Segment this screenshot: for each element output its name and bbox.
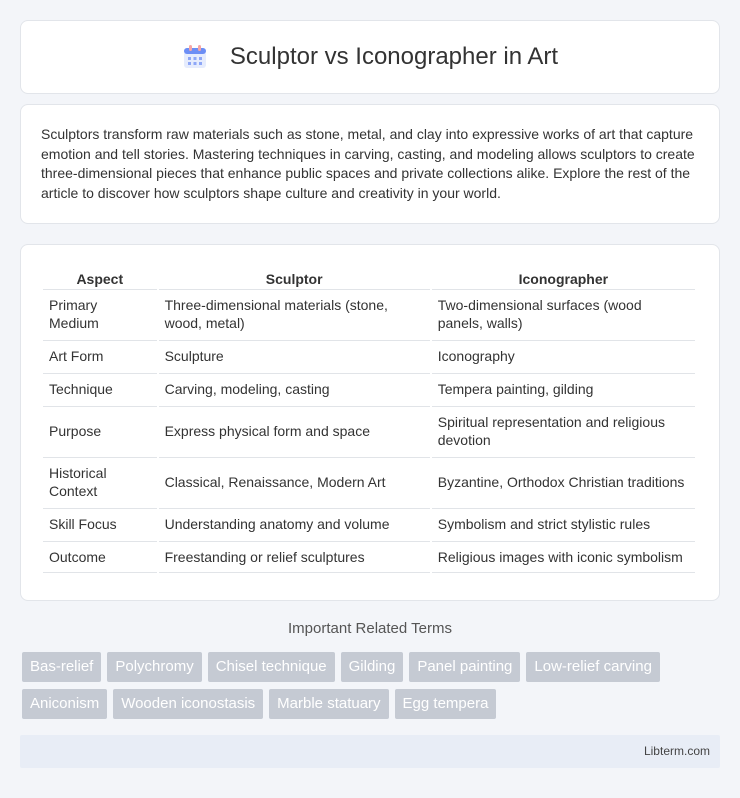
table-cell: Carving, modeling, casting	[159, 373, 430, 404]
related-term-tag[interactable]: Low-relief carving	[526, 652, 660, 682]
table-cell: Primary Medium	[43, 289, 157, 338]
related-term-tag[interactable]: Gilding	[341, 652, 404, 682]
footer-site-link[interactable]: Libterm.com	[643, 744, 710, 758]
table-cell: Art Form	[43, 340, 157, 371]
table-row	[43, 340, 695, 371]
table-cell: Skill Focus	[43, 508, 157, 539]
table-cell: Outcome	[43, 541, 157, 573]
column-header-sculptor: Sculptor	[265, 271, 323, 287]
table-cell: Byzantine, Orthodox Christian traditions	[432, 457, 695, 506]
related-term-tag[interactable]: Panel painting	[409, 652, 520, 682]
table-cell: Religious images with iconic symbolism	[432, 541, 695, 573]
table-cell: Express physical form and space	[159, 406, 430, 455]
related-terms-list	[22, 652, 722, 719]
table-row	[43, 457, 695, 506]
related-term-tag[interactable]: Marble statuary	[269, 689, 388, 719]
intro-text: Sculptors transform raw materials such as stone, metal, and clay into expressive works of art that capture emotion and tell stories. Mastering techniques in carving, casting, and modeling allows sculptors to create three-dimensional pieces that enhance public spaces and private collections alike. Explore the rest of the article to discover how sculptors shape culture and creativity in your world.	[41, 126, 695, 201]
table-row	[43, 373, 695, 404]
table-cell: Technique	[43, 373, 157, 404]
related-term-tag[interactable]: Chisel technique	[208, 652, 335, 682]
table-cell: Historical Context	[43, 457, 157, 506]
related-terms-title: Important Related Terms	[288, 620, 452, 637]
table-row	[43, 406, 695, 455]
related-term-tag[interactable]: Polychromy	[107, 652, 201, 682]
table-cell: Three-dimensional materials (stone, wood, metal)	[159, 289, 430, 338]
comparison-table	[41, 265, 697, 575]
page-title: Sculptor vs Iconographer in Art	[229, 43, 559, 70]
table-cell: Purpose	[43, 406, 157, 455]
table-cell: Understanding anatomy and volume	[159, 508, 430, 539]
column-header-iconographer: Iconographer	[518, 271, 609, 287]
table-cell: Spiritual representation and religious devotion	[432, 406, 695, 455]
table-header-row	[43, 267, 695, 287]
column-header-aspect: Aspect	[76, 271, 124, 287]
table-row	[43, 508, 695, 539]
table-cell: Tempera painting, gilding	[432, 373, 695, 404]
table-cell: Freestanding or relief sculptures	[159, 541, 430, 573]
comparison-table-card	[20, 244, 720, 601]
table-cell: Sculpture	[159, 340, 430, 371]
calendar-icon	[182, 44, 208, 70]
intro-card	[20, 104, 720, 224]
footer	[20, 735, 720, 768]
table-row	[43, 541, 695, 573]
table-row	[43, 289, 695, 338]
related-term-tag[interactable]: Bas-relief	[22, 652, 101, 682]
header-card	[20, 20, 720, 94]
related-term-tag[interactable]: Aniconism	[22, 689, 107, 719]
table-cell: Symbolism and strict stylistic rules	[432, 508, 695, 539]
table-cell: Classical, Renaissance, Modern Art	[159, 457, 430, 506]
table-cell: Two-dimensional surfaces (wood panels, walls)	[432, 289, 695, 338]
table-cell: Iconography	[432, 340, 695, 371]
related-term-tag[interactable]: Wooden iconostasis	[113, 689, 263, 719]
related-term-tag[interactable]: Egg tempera	[395, 689, 497, 719]
